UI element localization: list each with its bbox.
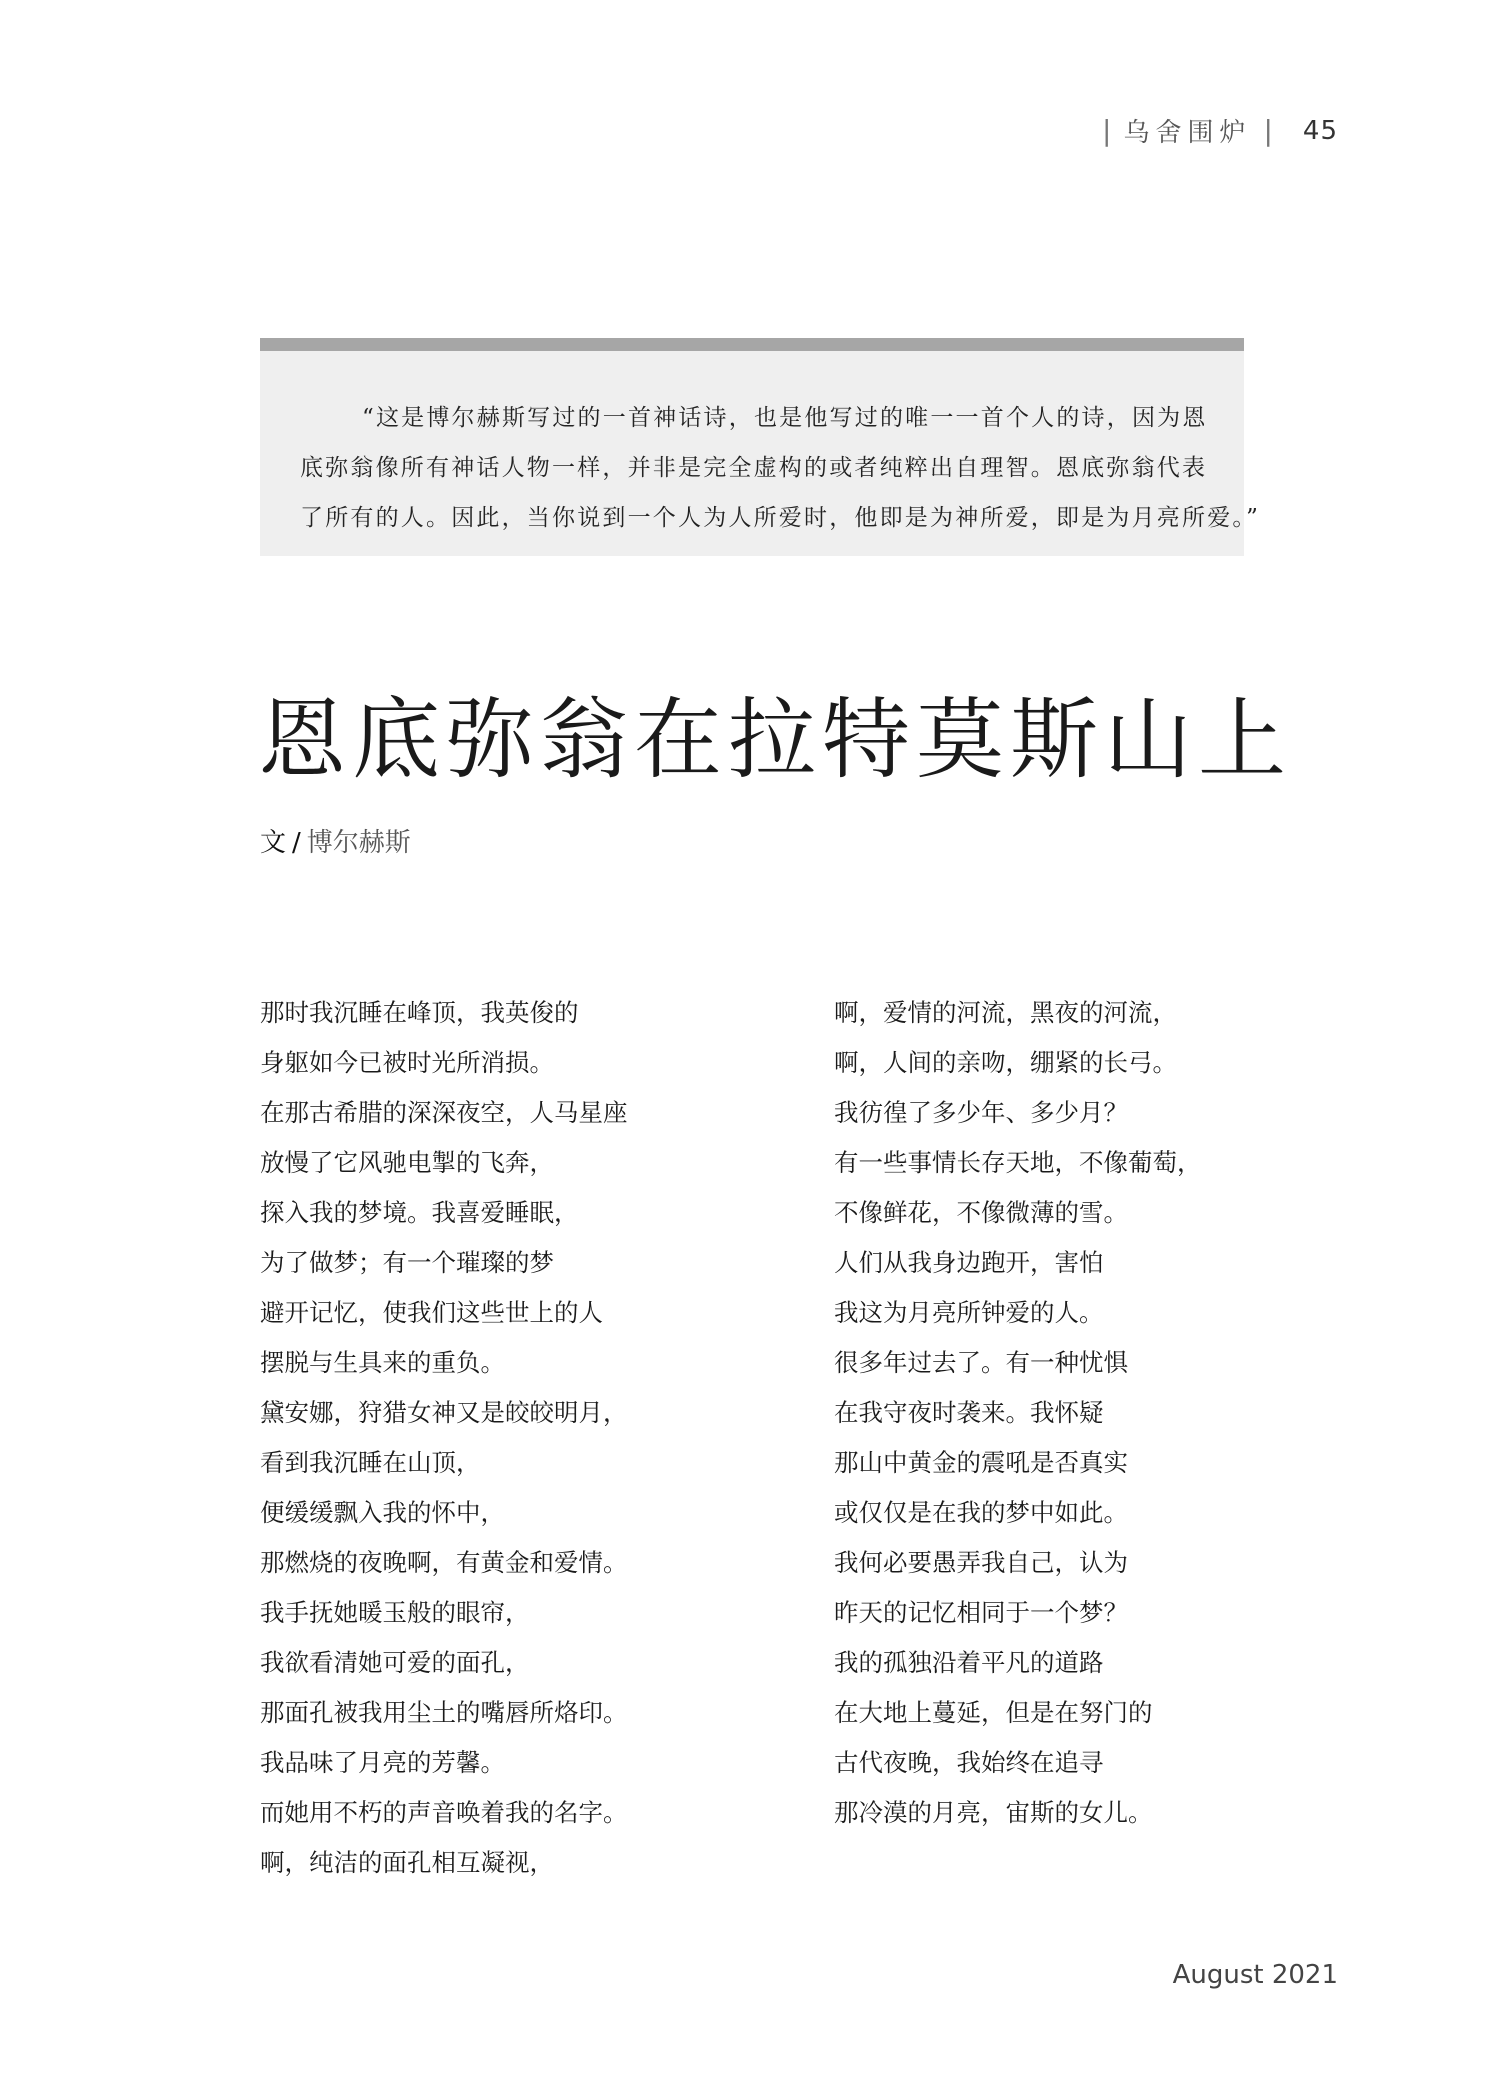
poem-line: 昨天的记忆相同于一个梦？ [834, 1598, 1128, 1627]
quote-line: 了所有的人。因此，当你说到一个人为人所爱时，他即是为神所爱，即是为月亮所爱。” [300, 505, 1261, 531]
author-name: 博尔赫斯 [306, 828, 411, 858]
byline [260, 822, 411, 859]
poem-line: 黛安娜，狩猎女神又是皎皎明月， [260, 1398, 628, 1427]
poem-line: 我彷徨了多少年、多少月？ [834, 1098, 1128, 1127]
poem-line: 那面孔被我用尘土的嘴唇所烙印。 [260, 1698, 628, 1727]
header-divider-left: | [1102, 114, 1112, 147]
poem-line: 有一些事情长存天地，不像葡萄， [834, 1148, 1202, 1177]
poem-line: 为了做梦；有一个璀璨的梦 [260, 1248, 554, 1277]
byline-label: 文 [260, 828, 287, 858]
poem-line: 人们从我身边跑开，害怕 [834, 1248, 1104, 1277]
poem-line: 我的孤独沿着平凡的道路 [834, 1648, 1104, 1677]
page-number: 45 [1302, 115, 1338, 146]
quote-line: 底弥翁像所有神话人物一样，并非是完全虚构的或者纯粹出自理智。恩底弥翁代表 [300, 455, 1208, 481]
poem-line: 那冷漠的月亮，宙斯的女儿。 [834, 1798, 1153, 1827]
poem-line: 便缓缓飘入我的怀中， [260, 1498, 505, 1527]
poem-column-left [260, 988, 628, 1888]
poem-line: 在我守夜时袭来。我怀疑 [834, 1398, 1104, 1427]
poem-line: 摆脱与生具来的重负。 [260, 1348, 505, 1377]
poem-line: 我品味了月亮的芳馨。 [260, 1748, 505, 1777]
poem-line: 在大地上蔓延，但是在努门的 [834, 1698, 1153, 1727]
poem-line: 探入我的梦境。我喜爱睡眠， [260, 1198, 579, 1227]
quote-line: “这是博尔赫斯写过的一首神话诗，也是他写过的唯一一首个人的诗，因为恩 [362, 405, 1208, 431]
issue-date-footer: August 2021 [1172, 1960, 1338, 1990]
poem-line: 放慢了它风驰电掣的飞奔， [260, 1148, 554, 1177]
poem-line: 我何必要愚弄我自己，认为 [834, 1548, 1128, 1577]
poem-column-right [834, 988, 1202, 1838]
poem-line: 古代夜晚，我始终在追寻 [834, 1748, 1104, 1777]
poem-line: 不像鲜花，不像微薄的雪。 [834, 1198, 1128, 1227]
poem-line: 啊，爱情的河流，黑夜的河流， [834, 998, 1177, 1027]
poem-line: 那时我沉睡在峰顶，我英俊的 [260, 998, 579, 1027]
poem-line: 身躯如今已被时光所消损。 [260, 1048, 554, 1077]
poem-line: 在那古希腊的深深夜空，人马星座 [260, 1098, 628, 1127]
running-header [1102, 112, 1338, 149]
poem-line: 那燃烧的夜晚啊，有黄金和爱情。 [260, 1548, 628, 1577]
byline-separator: / [292, 828, 301, 858]
poem-line: 我手抚她暖玉般的眼帘， [260, 1598, 530, 1627]
poem-line: 避开记忆，使我们这些世上的人 [260, 1298, 603, 1327]
poem-line: 啊，纯洁的面孔相互凝视， [260, 1848, 554, 1877]
poem-line: 而她用不朽的声音唤着我的名字。 [260, 1798, 628, 1827]
poem-line: 很多年过去了。有一种忧惧 [834, 1348, 1128, 1377]
article-title: 恩底弥翁在拉特莫斯山上 [258, 688, 1293, 791]
poem-line: 我欲看清她可爱的面孔， [260, 1648, 530, 1677]
poem-line: 我这为月亮所钟爱的人。 [834, 1298, 1104, 1327]
poem-line: 那山中黄金的震吼是否真实 [834, 1448, 1128, 1477]
poem-line: 看到我沉睡在山顶， [260, 1448, 481, 1477]
poem-line: 啊，人间的亲吻，绷紧的长弓。 [834, 1048, 1177, 1077]
poem-line: 或仅仅是在我的梦中如此。 [834, 1498, 1128, 1527]
epigraph-quote-box [260, 338, 1261, 556]
header-divider-right: | [1263, 114, 1273, 147]
section-name: 乌舍围炉 [1123, 118, 1252, 148]
